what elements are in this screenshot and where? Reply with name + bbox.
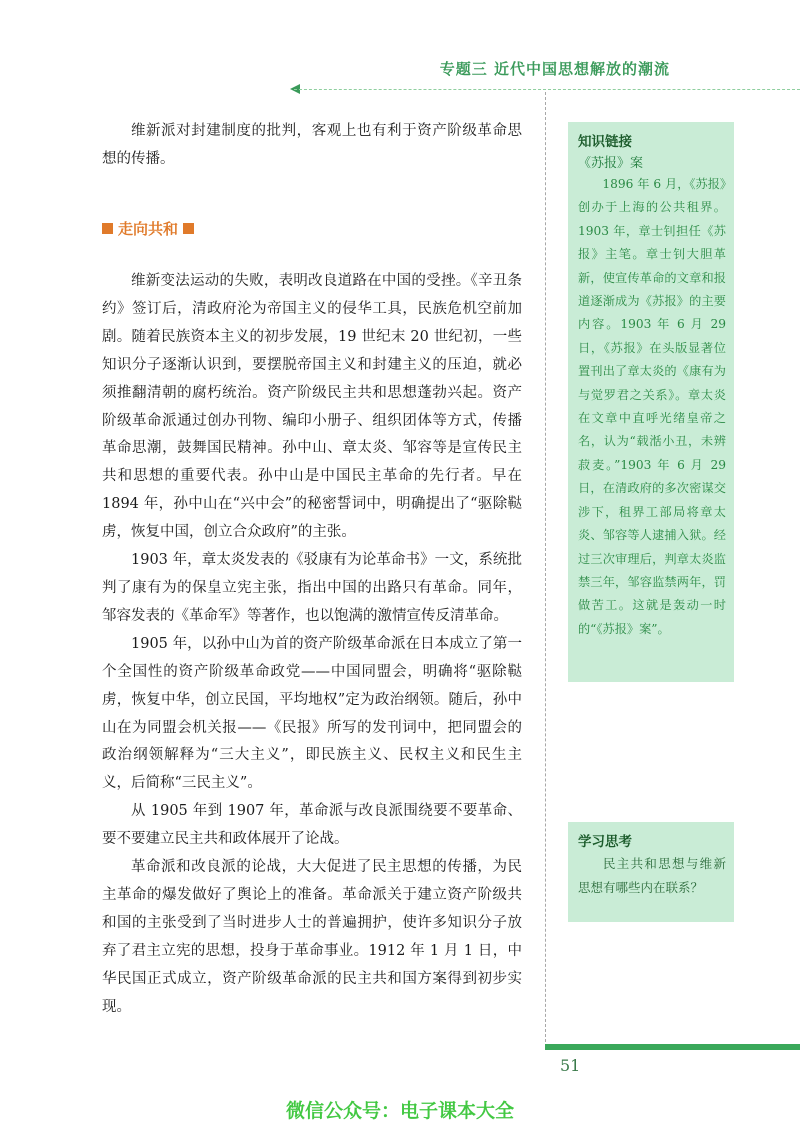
knowledge-link-title: 知识链接 bbox=[578, 134, 632, 150]
square-bullet-icon bbox=[102, 223, 113, 234]
watermark-text: 微信公众号：电子课本大全 bbox=[285, 1100, 514, 1122]
section-heading bbox=[102, 218, 194, 239]
page-number: 51 bbox=[560, 1056, 581, 1075]
body-paragraph: 从 1905 年到 1907 年，革命派与改良派围绕要不要革命、要不要建立民主共和政体展开了论战。 bbox=[102, 803, 522, 848]
study-question-box bbox=[568, 822, 734, 922]
study-question-title: 学习思考 bbox=[578, 834, 632, 850]
footer-bar bbox=[545, 1044, 800, 1050]
knowledge-link-subtitle: 《苏报》案 bbox=[578, 156, 644, 171]
knowledge-link-box bbox=[568, 122, 734, 682]
intro-paragraph: 维新派对封建制度的批判，客观上也有利于资产阶级革命思想的传播。 bbox=[102, 123, 522, 167]
intro-text bbox=[102, 118, 522, 173]
main-body bbox=[102, 268, 522, 1021]
header-divider bbox=[294, 89, 800, 90]
column-divider bbox=[545, 92, 546, 1047]
knowledge-link-body: 1896 年 6 月，《苏报》创办于上海的公共租界。1903 年，章士钊担任《苏报》主笔。章士钊大胆革新，使宣传革命的文章和报道逐渐成为《苏报》的主要内容。1903 年 6 月 29 日，《苏报》在头版显著位置刊出了章太炎的《康有为与觉罗君之关系》。章太炎在文章中直呼光绪皇帝之名，认为“载湉小丑，未辨菽麦。”1903 年 6 月 29 日，在清政府的多次密谋交涉下，租界工部局将章太炎、邹容等人逮捕入狱。经过三次审理后，判章太炎监禁三年，邹容监禁两年，罚做苦工。这就是轰动一时的“《苏报》案”。 bbox=[578, 177, 726, 636]
body-paragraph: 革命派和改良派的论战，大大促进了民主思想的传播，为民主革命的爆发做好了舆论上的准备。革命派关于建立资产阶级共和国的主张受到了当时进步人士的普遍拥护，使许多知识分子放弃了君主立宪的思想，投身于革命事业。1912 年 1 月 1 日，中华民国正式成立，资产阶级革命派的民主共和国方案得到初步实现。 bbox=[102, 859, 522, 1015]
body-paragraph: 维新变法运动的失败，表明改良道路在中国的受挫。《辛丑条约》签订后，清政府沦为帝国主义的侵华工具，民族危机空前加剧。随着民族资本主义的初步发展，19 世纪末 20 世纪初，一些知识分子逐渐认识到，要摆脱帝国主义和封建主义的压迫，就必须推翻清朝的腐朽统治。资产阶级民主共和思想蓬勃兴起。资产阶级革命派通过创办刊物、编印小册子、组织团体等方式，传播革命思潮，鼓舞国民精神。孙中山、章太炎、邹容等是宣传民主共和思想的重要代表。孙中山是中国民主革命的先行者。早在 1894 年，孙中山在“兴中会”的秘密誓词中，明确提出了“驱除鞑虏，恢复中国，创立合众政府”的主张。 bbox=[102, 273, 522, 541]
chapter-header-title: 专题三 近代中国思想解放的潮流 bbox=[439, 60, 670, 78]
body-paragraph: 1905 年，以孙中山为首的资产阶级革命派在日本成立了第一个全国性的资产阶级革命政党——中国同盟会，明确将“驱除鞑虏，恢复中华，创立民国，平均地权”定为政治纲领。随后，孙中山在为同盟会机关报——《民报》所写的发刊词中，把同盟会的政治纲领解释为“三大主义”，即民族主义、民权主义和民生主义，后简称“三民主义”。 bbox=[102, 635, 522, 792]
body-paragraph: 1903 年，章太炎发表的《驳康有为论革命书》一文，系统批判了康有为的保皇立宪主张，指出中国的出路只有革命。同年，邹容发表的《革命军》等著作，也以饱满的激情宣传反清革命。 bbox=[102, 552, 522, 624]
section-heading-text: 走向共和 bbox=[118, 220, 179, 238]
square-bullet-icon bbox=[183, 223, 194, 234]
study-question-body: 民主共和思想与维新思想有哪些内在联系？ bbox=[578, 856, 726, 895]
